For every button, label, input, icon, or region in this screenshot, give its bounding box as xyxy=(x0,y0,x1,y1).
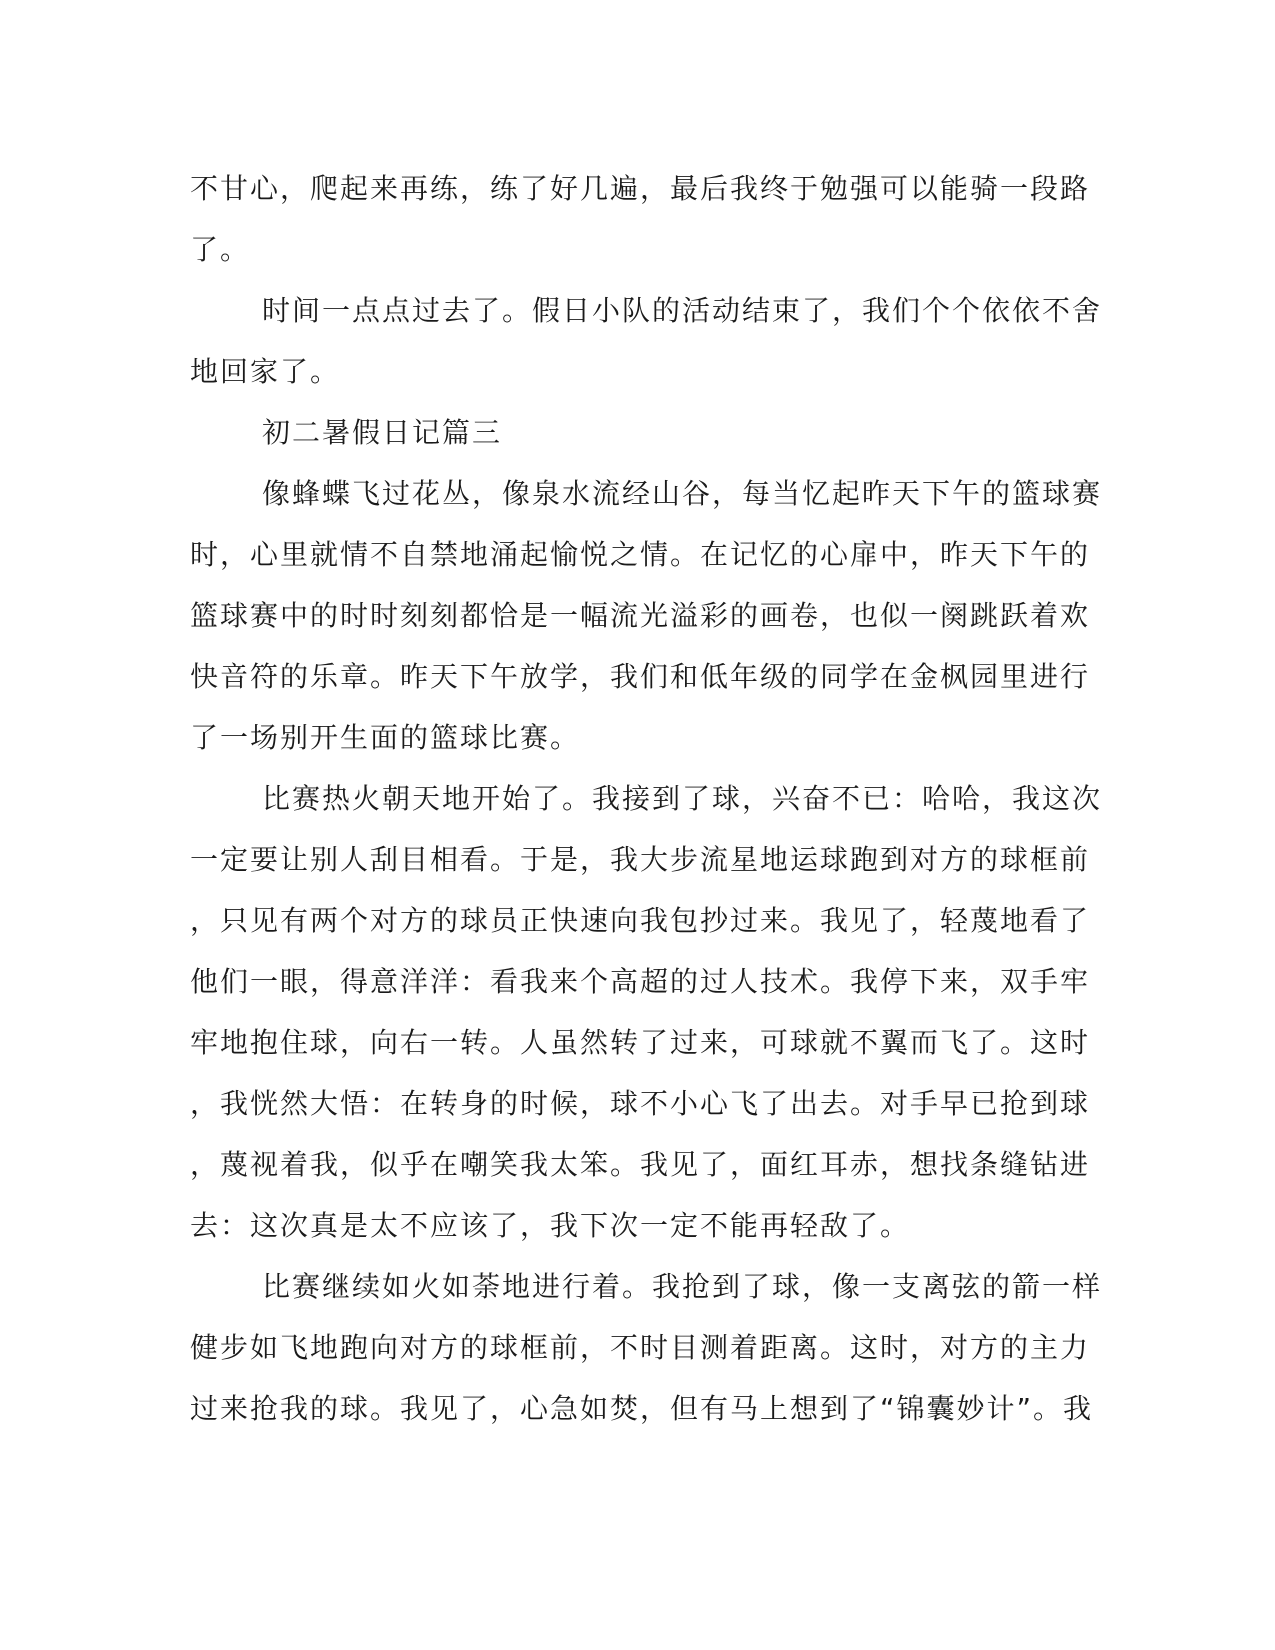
text-line: 一定要让别人刮目相看。于是，我大步流星地运球跑到对方的球框前 xyxy=(190,843,1091,876)
text-line: 去：这次真是太不应该了，我下次一定不能再轻敌了。 xyxy=(190,1209,911,1242)
text-line: ，蔑视着我，似乎在嘲笑我太笨。我见了，面红耳赤，想找条缝钻进 xyxy=(190,1148,1091,1181)
paragraph-start-line: 比赛继续如火如荼地进行着。我抢到了球，像一支离弦的箭一样 xyxy=(262,1270,1103,1303)
text-line: 他们一眼，得意洋洋：看我来个高超的过人技术。我停下来，双手牢 xyxy=(190,965,1091,998)
paragraph-start-line: 像蜂蝶飞过花丛，像泉水流经山谷，每当忆起昨天下午的篮球赛 xyxy=(262,477,1103,510)
text-line: 牢地抱住球，向右一转。人虽然转了过来，可球就不翼而飞了。这时 xyxy=(190,1026,1091,1059)
text-line: 时，心里就情不自禁地涌起愉悦之情。在记忆的心扉中，昨天下午的 xyxy=(190,538,1091,571)
text-line: ，我恍然大悟：在转身的时候，球不小心飞了出去。对手早已抢到球 xyxy=(190,1087,1091,1120)
text-line: 不甘心，爬起来再练，练了好几遍，最后我终于勉强可以能骑一段路 xyxy=(190,172,1091,205)
text-line: 地回家了。 xyxy=(190,355,341,388)
text-line: 了。 xyxy=(190,233,251,266)
text-line: ，只见有两个对方的球员正快速向我包抄过来。我见了，轻蔑地看了 xyxy=(190,904,1091,937)
paragraph-start-line: 比赛热火朝天地开始了。我接到了球，兴奋不已：哈哈，我这次 xyxy=(262,782,1103,815)
text-line: 快音符的乐章。昨天下午放学，我们和低年级的同学在金枫园里进行 xyxy=(190,660,1091,693)
section-heading: 初二暑假日记篇三 xyxy=(262,416,503,449)
text-line: 了一场别开生面的篮球比赛。 xyxy=(190,721,581,754)
paragraph-start-line: 时间一点点过去了。假日小队的活动结束了，我们个个依依不舍 xyxy=(262,294,1103,327)
document-body xyxy=(190,158,1103,1439)
text-line: 健步如飞地跑向对方的球框前，不时目测着距离。这时，对方的主力 xyxy=(190,1331,1091,1364)
text-line: 篮球赛中的时时刻刻都恰是一幅流光溢彩的画卷，也似一阕跳跃着欢 xyxy=(190,599,1091,632)
text-line: 过来抢我的球。我见了，心急如焚，但有马上想到了“锦囊妙计”。我 xyxy=(190,1392,1094,1425)
